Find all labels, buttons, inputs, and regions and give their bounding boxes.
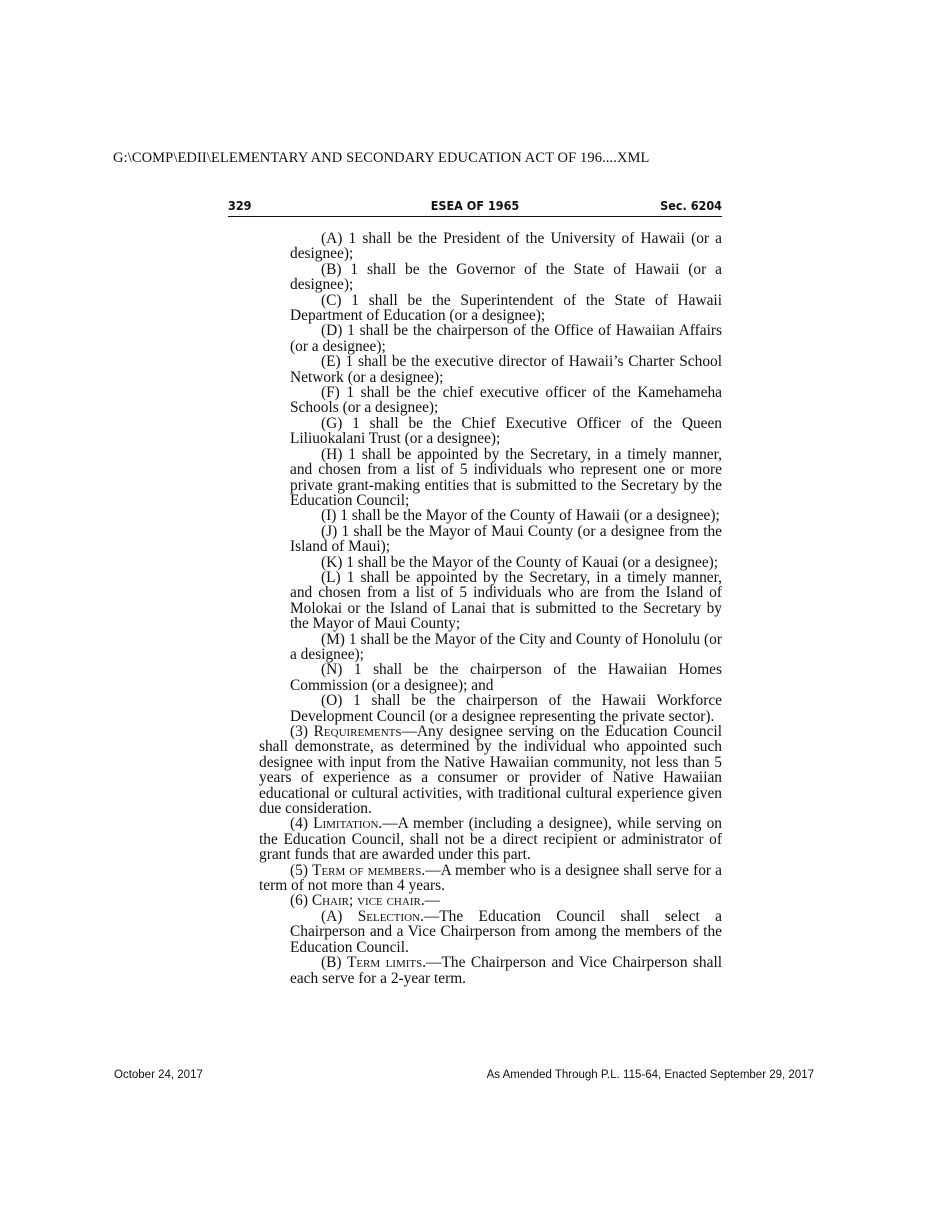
file-path: G:\COMP\EDII\ELEMENTARY AND SECONDARY EDUCATION ACT OF 196....XML <box>113 150 650 166</box>
footer-date: October 24, 2017 <box>114 1069 203 1081</box>
member-H: (H) 1 shall be appointed by the Secretary, in a timely manner, and chosen from a list of 5 individuals who represent one or more private grant-making entities that is submitted to the Secretary by the Education Council; <box>290 445 722 509</box>
limitation-paragraph <box>259 816 722 862</box>
chair-heading: Chair; vice chair <box>311 892 421 910</box>
limitation-number: (4) <box>290 815 308 833</box>
requirements-heading: Requirements <box>313 723 402 740</box>
member-M: (M) 1 shall be the Mayor of the City and County of Honolulu (or a designee); <box>290 630 722 663</box>
statute-text <box>259 231 722 986</box>
member-D: (D) 1 shall be the chairperson of the Office of Hawaiian Affairs (or a designee); <box>290 322 722 355</box>
term-limits-number: (B) <box>321 954 342 972</box>
limitation-text: .—A member (including a designee), while serving on the Education Council, shall not be a direct recipient or administrator of grant funds that are awarded under this part. <box>259 815 722 864</box>
requirements-paragraph <box>259 724 722 816</box>
footer-amended-note: As Amended Through P.L. 115-64, Enacted September 29, 2017 <box>486 1069 814 1081</box>
selection-number: (A) <box>321 907 343 925</box>
member-K: (K) 1 shall be the Mayor of the County of Kauai (or a designee); <box>321 553 719 571</box>
selection-paragraph <box>290 909 722 955</box>
term-of-members-paragraph <box>259 863 722 894</box>
selection-heading: Selection <box>357 907 421 925</box>
running-head <box>228 198 722 217</box>
requirements-number: (3) <box>290 723 308 740</box>
term-limits-paragraph <box>290 955 722 986</box>
member-O: (O) 1 shall be the chairperson of the Hawaii Workforce Development Council (or a designee representing the private sector). <box>290 692 722 725</box>
chair-paragraph <box>259 893 722 908</box>
member-A: (A) 1 shall be the President of the University of Hawaii (or a designee); <box>290 230 722 263</box>
chair-text: .— <box>420 892 441 910</box>
term-limits-text: .—The Chairperson and Vice Chairperson shall each serve for a 2-year term. <box>290 954 722 987</box>
member-L: (L) 1 shall be appointed by the Secretary, in a timely manner, and chosen from a list of 5 individuals who are from the Island of Molokai or the Island of Lanai that is submitted to the Secretary by the Mayor of Maui County; <box>290 568 722 633</box>
term-of-members-text: .—A member who is a designee shall serve for a term of not more than 4 years. <box>259 861 722 895</box>
chair-number: (6) <box>290 892 308 910</box>
member-C: (C) 1 shall be the Superintendent of the State of Hawaii Department of Education (or a designee); <box>290 291 722 325</box>
member-E: (E) 1 shall be the executive director of Hawaii’s Charter School Network (or a designee); <box>290 353 722 386</box>
member-I: (I) 1 shall be the Mayor of the County of Hawaii (or a designee); <box>321 507 720 525</box>
member-N: (N) 1 shall be the chairperson of the Hawaiian Homes Commission (or a designee); and <box>290 661 722 694</box>
term-limits-heading: Term limits <box>346 954 423 972</box>
section-number: Sec. 6204 <box>660 198 722 213</box>
selection-text: .—The Education Council shall select a Chairperson and a Vice Chairperson from among the members of the Education Council. <box>290 907 722 956</box>
act-title: ESEA OF 1965 <box>430 198 520 213</box>
limitation-heading: Limitation <box>313 815 379 833</box>
page-number: 329 <box>228 198 252 213</box>
member-G: (G) 1 shall be the Chief Executive Officer of the Queen Liliuokalani Trust (or a designee); <box>290 414 722 448</box>
term-of-members-heading: Term of members <box>312 861 422 879</box>
member-B: (B) 1 shall be the Governor of the State of Hawaii (or a designee); <box>290 260 722 294</box>
member-F: (F) 1 shall be the chief executive officer of the Kamehameha Schools (or a designee); <box>290 384 722 417</box>
term-of-members-number: (5) <box>290 861 308 879</box>
requirements-text: —Any designee serving on the Education Council shall demonstrate, as determined by the individual who appointed such designee with input from the Native Hawaiian community, not less than 5 years of experience as a consumer or provider of Native Hawaiian educational or cultural activities, with traditional cultural experience given due consideration. <box>259 723 722 818</box>
member-J: (J) 1 shall be the Mayor of Maui County (or a designee from the Island of Maui); <box>290 522 722 556</box>
